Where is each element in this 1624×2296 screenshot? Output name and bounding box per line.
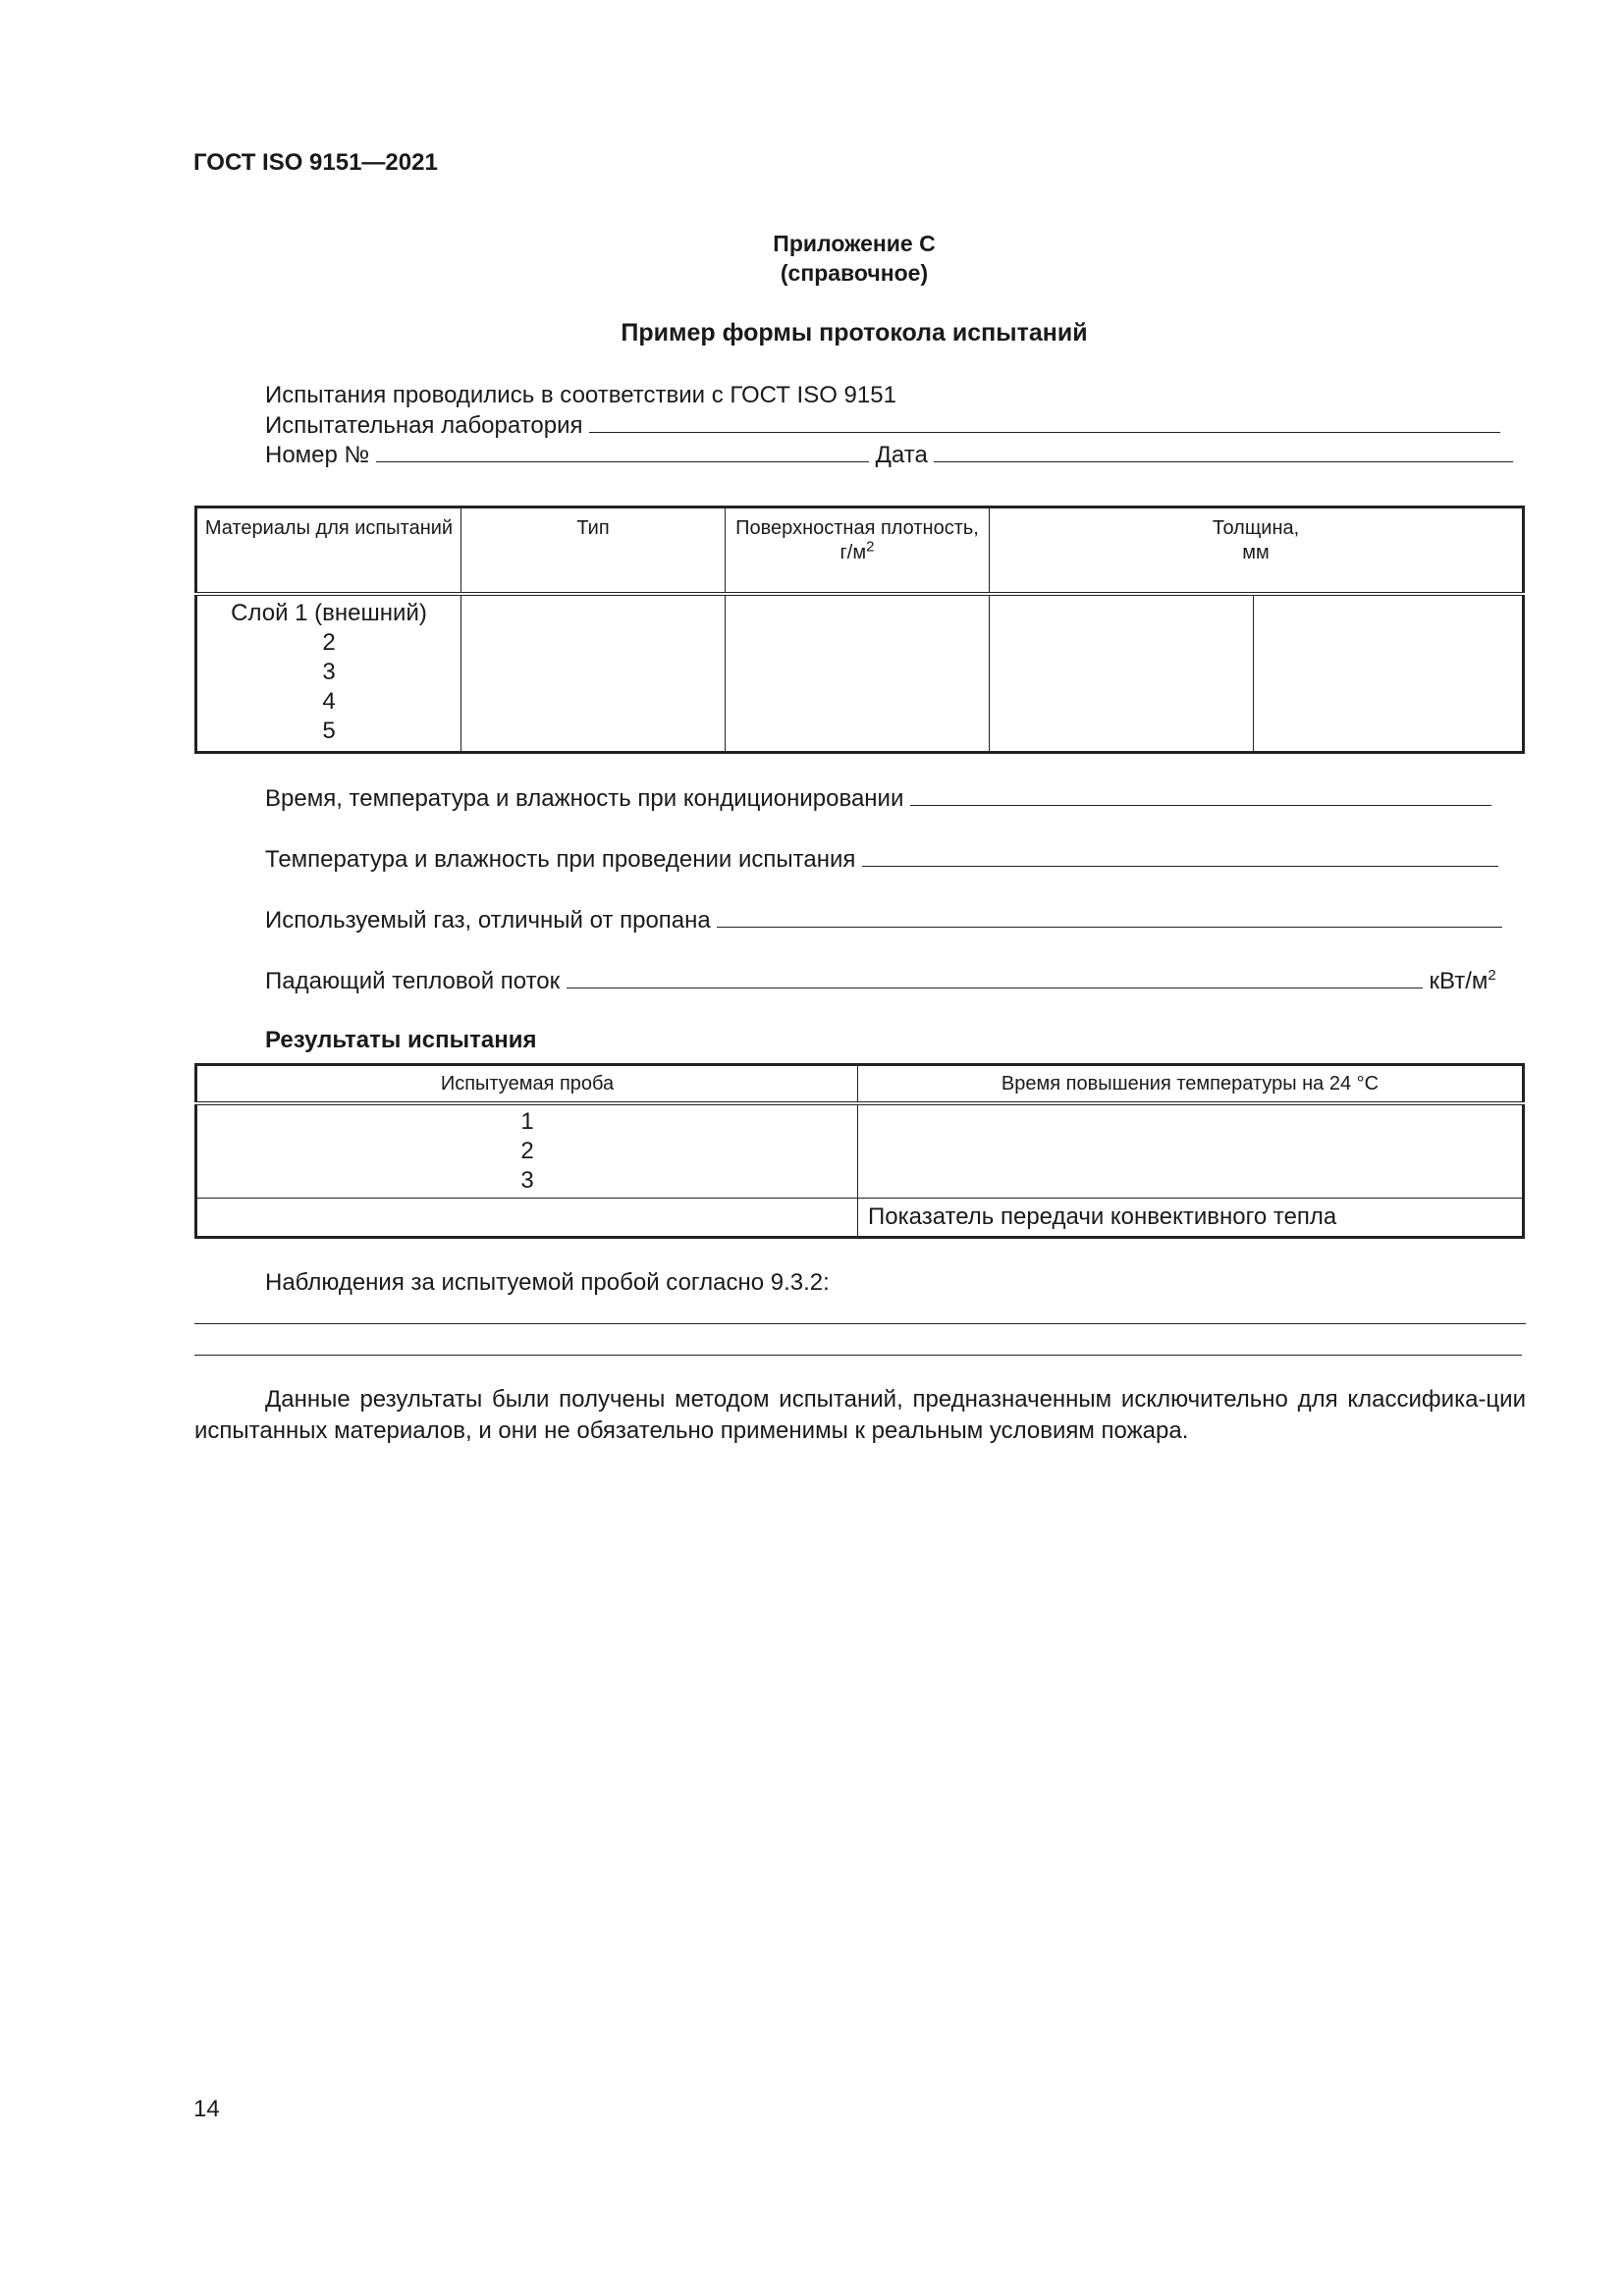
annex-heading bbox=[0, 229, 1624, 288]
date-label: Дата bbox=[875, 442, 928, 468]
header-thickness bbox=[990, 507, 1524, 595]
header-density-unit: $г/м^2$ bbox=[839, 538, 875, 563]
lab-field-row bbox=[265, 410, 1500, 441]
number-field[interactable] bbox=[376, 440, 869, 462]
header-thickness-unit: мм bbox=[1242, 542, 1270, 563]
results-body-row bbox=[196, 1103, 1524, 1199]
page-number: 14 bbox=[193, 2096, 220, 2122]
disclaimer-paragraph: Данные результаты были получены методом испытаний, предназначенным исключительно для классифика-ции испытанных материалов, и они не обязательно применимы к реальным условиям пожара. bbox=[194, 1386, 1526, 1444]
results-header-row bbox=[196, 1065, 1524, 1104]
heat-flux-label: Падающий тепловой поток bbox=[265, 968, 561, 994]
conditioning-row bbox=[265, 783, 1491, 814]
gas-row bbox=[265, 905, 1502, 935]
results-footer-row bbox=[196, 1199, 1524, 1238]
density-cell[interactable] bbox=[726, 594, 990, 753]
lab-label: Испытательная лаборатория bbox=[265, 412, 583, 439]
number-date-row bbox=[265, 440, 1513, 470]
materials-header-row bbox=[196, 507, 1524, 595]
header-thickness-label: Толщина, bbox=[1212, 517, 1300, 539]
form-title: Пример формы протокола испытаний bbox=[621, 319, 1088, 347]
footer-empty-cell[interactable] bbox=[196, 1199, 858, 1238]
results-title: Результаты испытания bbox=[265, 1027, 537, 1053]
test-conditions-row bbox=[265, 844, 1498, 875]
gas-label: Используемый газ, отличный от пропана bbox=[265, 907, 711, 934]
layer-item: 4 bbox=[322, 688, 336, 715]
document-code: ГОСТ ISO 9151—2021 bbox=[193, 149, 438, 176]
header-density-label: Поверхностная плотность, bbox=[735, 517, 979, 539]
header-time: Время повышения температуры на 24 °С bbox=[858, 1065, 1524, 1104]
header-sample: Испытуемая проба bbox=[196, 1065, 858, 1104]
thickness-cell-2[interactable] bbox=[1254, 594, 1524, 753]
date-field[interactable] bbox=[934, 440, 1513, 462]
heat-flux-field[interactable] bbox=[567, 966, 1423, 988]
materials-table bbox=[194, 506, 1525, 754]
header-materials: Материалы для испытаний bbox=[196, 507, 461, 595]
time-cell[interactable] bbox=[858, 1103, 1524, 1199]
layers-cell bbox=[196, 594, 461, 753]
annex-subtitle: (справочное) bbox=[780, 260, 929, 286]
results-table bbox=[194, 1063, 1525, 1239]
sample-item: 2 bbox=[520, 1138, 534, 1164]
gas-field[interactable] bbox=[717, 905, 1502, 928]
layer-item: 5 bbox=[322, 718, 336, 744]
header-type: Тип bbox=[461, 507, 726, 595]
layer-item: 2 bbox=[322, 629, 336, 656]
observations-label: Наблюдения за испытуемой пробой согласно 9.3.2: bbox=[265, 1269, 830, 1296]
layer-item: Слой 1 (внешний) bbox=[231, 600, 427, 626]
layer-item: 3 bbox=[322, 659, 336, 685]
samples-cell bbox=[196, 1103, 858, 1199]
heat-flux-row bbox=[265, 966, 1496, 996]
conditioning-field[interactable] bbox=[910, 783, 1491, 806]
test-conditions-field[interactable] bbox=[862, 844, 1498, 867]
materials-body-row bbox=[196, 594, 1524, 753]
intro-line: Испытания проводились в соответствии с ГОСТ ISO 9151 bbox=[265, 382, 896, 408]
conditioning-label: Время, температура и влажность при кондиционировании bbox=[265, 785, 904, 812]
sample-item: 1 bbox=[520, 1108, 534, 1135]
annex-title: Приложение С bbox=[773, 231, 936, 256]
header-density bbox=[726, 507, 990, 595]
sample-item: 3 bbox=[520, 1167, 534, 1194]
observations-line-2[interactable] bbox=[194, 1355, 1522, 1356]
heat-flux-unit: кВт/$м^2$ bbox=[1429, 967, 1496, 994]
number-label: Номер № bbox=[265, 442, 370, 468]
thickness-cell-1[interactable] bbox=[990, 594, 1254, 753]
test-conditions-label: Температура и влажность при проведении испытания bbox=[265, 846, 856, 873]
lab-field[interactable] bbox=[589, 410, 1500, 433]
footer-label: Показатель передачи конвективного тепла bbox=[858, 1199, 1524, 1238]
observations-line-1[interactable] bbox=[194, 1323, 1526, 1324]
type-cell[interactable] bbox=[461, 594, 726, 753]
